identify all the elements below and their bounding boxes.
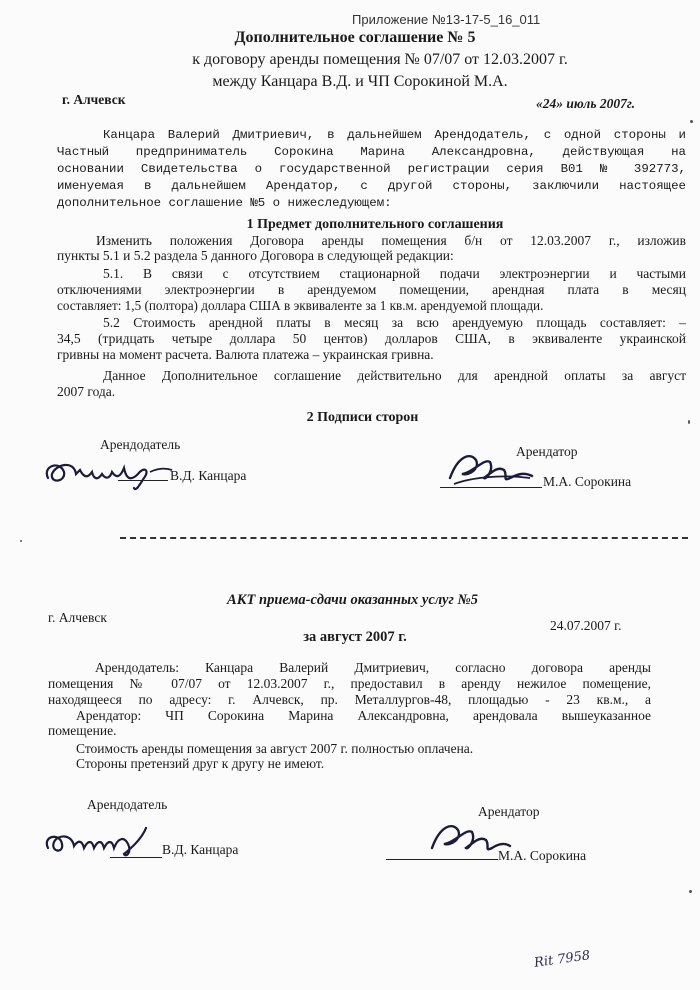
tenant-name: М.А. Сорокина — [543, 474, 632, 489]
landlord-sign-line — [118, 480, 168, 481]
agreement-title: Дополнительное соглашение № 5 — [234, 29, 476, 46]
act-period: за август 2007 г. — [303, 629, 407, 645]
scan-speck — [689, 890, 692, 893]
act-tenant-label: Арендатор — [478, 804, 540, 819]
act-line: Арендодатель: Канцара Валерий Дмитриевич, согласно договора аренды — [95, 660, 651, 675]
act-tenant-sign-line — [386, 859, 498, 860]
section1-line: гривны на момент расчета. Валюта платежа – украинская гривна. — [57, 347, 434, 362]
section1-line: Изменить положения Договора аренды помещения б/н от 12.03.2007 г., изложив — [96, 233, 686, 248]
landlord-label: Арендодатель — [100, 437, 181, 452]
act-landlord-name: В.Д. Канцара — [162, 842, 239, 857]
act-line: Арендатор: ЧП Сорокина Марина Александровна, арендовала вышеуказанное — [76, 708, 651, 723]
agreement-subtitle-2: между Канцара В.Д. и ЧП Сорокиной М.А. — [212, 73, 508, 90]
validity-line: Данное Дополнительное соглашение действительно для арендной оплаты за август — [103, 368, 686, 383]
annex-label: Приложение №13-17-5_16_011 — [352, 12, 541, 27]
separator-line — [120, 537, 688, 539]
act-line: находящееся по адресу: г. Алчевск, пр. Металлургов-48, площадью - 23 кв.м., а — [48, 692, 651, 707]
tenant-sign-line — [440, 487, 542, 488]
act-line: помещения № 07/07 от 12.03.2007 г., предоставил в аренду нежилое помещение, — [48, 676, 651, 691]
intro-line: дополнительное соглашение №5 о нижеследующем: — [57, 196, 392, 210]
tenant-label: Арендатор — [516, 444, 578, 459]
agreement-subtitle-1: к договору аренды помещения № 07/07 от 12.03.2007 г. — [192, 51, 568, 68]
intro-line: именуемая в дальнейшем Арендатор, с другой стороны, заключили настоящее — [57, 179, 686, 193]
section1-line: составляет: 1,5 (полтора) доллара США в эквиваленте за 1 кв.м. арендуемой площади. — [57, 298, 544, 313]
section1-heading: 1 Предмет дополнительного соглашения — [246, 217, 504, 232]
intro-line: основании Свидетельства о государственной регистрации серия В01 № 392773, — [57, 162, 686, 176]
scan-speck — [20, 540, 22, 542]
landlord-signature — [40, 448, 180, 498]
act-landlord-signature — [42, 818, 162, 866]
section2-heading: 2 Подписи сторон — [306, 410, 419, 425]
scan-speck — [688, 420, 690, 424]
act-claims: Стороны претензий друг к другу не имеют. — [76, 756, 325, 771]
tenant-signature — [440, 448, 540, 492]
handwritten-note: Rit 7958 — [533, 948, 592, 971]
act-city: г. Алчевск — [48, 610, 107, 625]
act-tenant-name: М.А. Сорокина — [498, 848, 587, 863]
section1-line: 5.1. В связи с отсутствием стационарной подачи электроэнергии и частыми — [103, 266, 686, 281]
intro-line: Частный предприниматель Сорокина Марина Александровна, действующая на — [57, 145, 686, 159]
intro-line: Канцара Валерий Дмитриевич, в дальнейшем Арендодатель, с одной стороны и — [103, 128, 686, 142]
act-landlord-sign-line — [110, 857, 162, 858]
validity-line: 2007 года. — [57, 384, 116, 399]
section1-line: 5.2 Стоимость арендной платы в месяц за всю арендуемую площадь составляет: – — [103, 315, 686, 330]
act-date: 24.07.2007 г. — [550, 618, 622, 633]
section1-line: 34,5 (тридцать четыре доллара 50 центов) долларов США, в эквиваленте украинской — [57, 331, 686, 346]
act-payment: Стоимость аренды помещения за август 2007 г. полностью оплачена. — [76, 741, 474, 756]
scan-speck — [690, 120, 693, 123]
act-line: помещение. — [48, 723, 117, 738]
landlord-name: В.Д. Канцара — [170, 468, 247, 483]
section1-line: отключениями электроэнергии в арендуемом помещении, арендная плата в месяц — [57, 282, 686, 297]
agreement-date: «24» июль 2007г. — [536, 96, 636, 111]
city-label: г. Алчевск — [62, 92, 126, 107]
act-title: АКТ приема-сдачи оказанных услуг №5 — [227, 592, 478, 608]
act-landlord-label: Арендодатель — [87, 797, 168, 812]
section1-line: пункты 5.1 и 5.2 раздела 5 данного Договора в следующей редакции: — [57, 248, 454, 263]
